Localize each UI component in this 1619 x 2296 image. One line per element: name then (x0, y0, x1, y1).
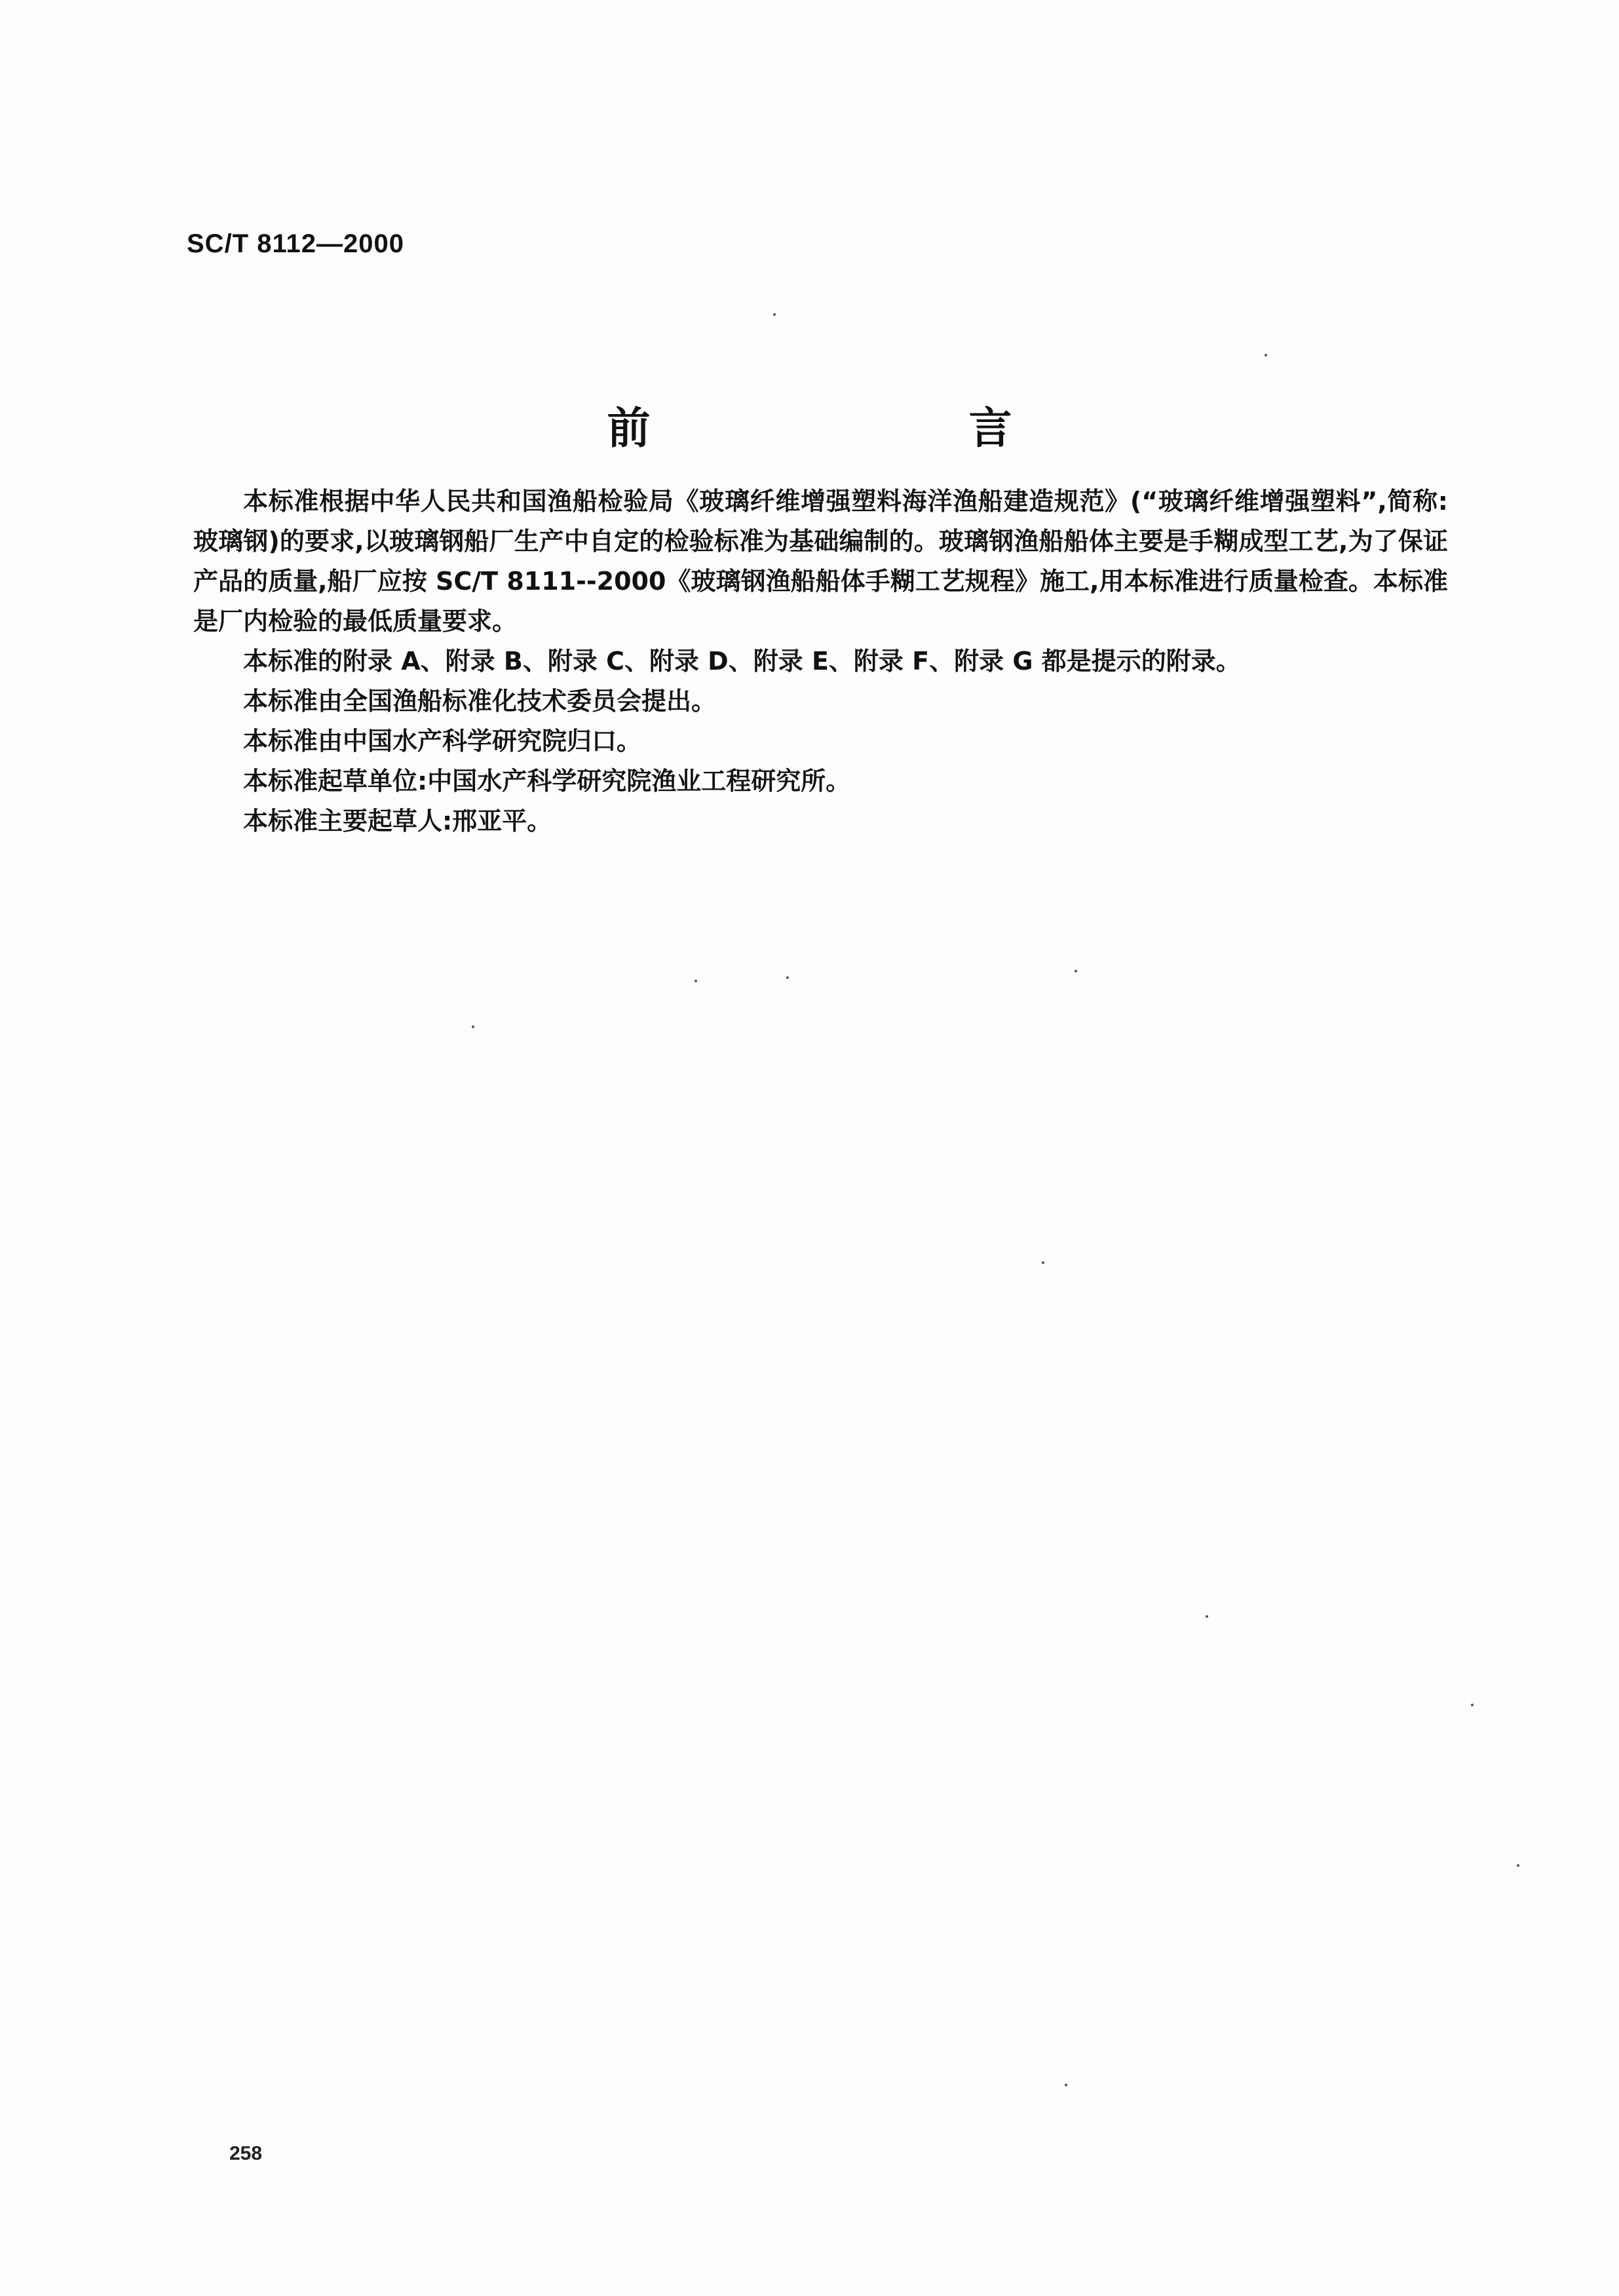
page-title: 前 言 (607, 403, 1150, 453)
page-number: 258 (229, 2143, 263, 2164)
scan-speck (695, 980, 697, 982)
scan-speck (1517, 1864, 1519, 1867)
standard-code: SC/T 8112—2000 (187, 229, 404, 258)
scan-speck (1206, 1615, 1208, 1618)
scan-speck (786, 976, 789, 979)
paragraph: 本标准根据中华人民共和国渔船检验局《玻璃纤维增强塑料海洋渔船建造规范》(“玻璃纤维增强塑料”,简称:玻璃钢)的要求,以玻璃钢船厂生产中自定的检验标准为基础编制的。玻璃钢渔船船体主要是手糊成型工艺,为了保证产品的质量,船厂应按 SC/T 8111--2000《玻璃钢渔船船体手糊工艺规程》施工,用本标准进行质量检查。本标准是厂内检验的最低质量要求。 (193, 487, 1448, 636)
scan-speck (1042, 1261, 1044, 1264)
scan-speck (773, 313, 776, 316)
foreword-body (193, 482, 1448, 841)
paragraph: 本标准的附录 A、附录 B、附录 C、附录 D、附录 E、附录 F、附录 G 都是提示的附录。 (243, 647, 1241, 676)
scan-speck (1471, 1704, 1474, 1706)
scan-speck (1065, 2084, 1067, 2086)
paragraph: 本标准由中国水产科学研究院归口。 (243, 727, 642, 756)
paragraph: 本标准由全国渔船标准化技术委员会提出。 (243, 687, 717, 716)
scan-speck (1075, 970, 1077, 972)
paragraph: 本标准主要起草人:邢亚平。 (243, 807, 552, 835)
scan-speck (472, 1025, 474, 1028)
scan-speck (1265, 354, 1267, 356)
paragraph: 本标准起草单位:中国水产科学研究院渔业工程研究所。 (243, 767, 851, 795)
